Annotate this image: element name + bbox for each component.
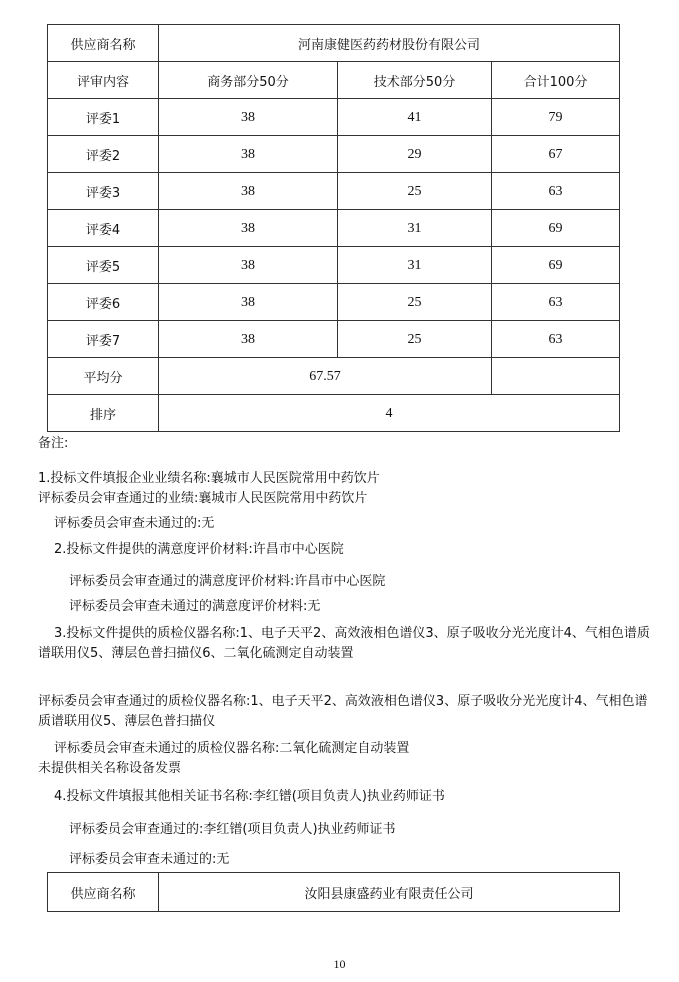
supplier-row xyxy=(48,25,620,62)
supplier-label: 供应商名称 xyxy=(48,25,159,62)
technical-score: 31 xyxy=(338,210,492,247)
judge-name: 评委3 xyxy=(48,173,159,210)
next-supplier-name: 汝阳县康盛药业有限责任公司 xyxy=(159,873,620,912)
note-3-invoice: 未提供相关名称设备发票 xyxy=(38,761,182,776)
note-1-approved: 评标委员会审查通过的业绩:襄城市人民医院常用中药饮片 xyxy=(38,491,368,506)
note-1-submitted: 1.投标文件填报企业业绩名称:襄城市人民医院常用中药饮片 xyxy=(38,471,380,486)
note-3-approved: 评标委员会审查通过的质检仪器名称:1、电子天平2、高效液相色谱仪3、原子吸收分光光度计4、气相色谱质谱联用仪5、薄层色普扫描仪 xyxy=(38,694,648,729)
technical-score: 31 xyxy=(338,247,492,284)
average-row xyxy=(48,358,620,395)
note-3-rejected: 评标委员会审查未通过的质检仪器名称:二氧化硫测定自动装置 xyxy=(54,741,410,756)
next-supplier-table xyxy=(47,872,620,912)
business-score: 38 xyxy=(159,173,338,210)
note-4-rejected: 评标委员会审查未通过的:无 xyxy=(69,852,230,867)
technical-score: 25 xyxy=(338,173,492,210)
judge-name: 评委5 xyxy=(48,247,159,284)
next-supplier-row xyxy=(48,873,620,912)
supplier-name: 河南康健医药药材股份有限公司 xyxy=(159,25,620,62)
total-score: 63 xyxy=(492,284,620,321)
technical-score: 41 xyxy=(338,99,492,136)
page-number: 10 xyxy=(333,957,346,971)
note-3-submitted: 3.投标文件提供的质检仪器名称:1、电子天平2、高效液相色谱仪3、原子吸收分光光度计4、气相色谱质谱联用仪5、薄层色普扫描仪6、二氧化硫测定自动装置 xyxy=(38,626,650,661)
total-score: 69 xyxy=(492,210,620,247)
note-2-submitted: 2.投标文件提供的满意度评价材料:许昌市中心医院 xyxy=(54,542,344,557)
next-supplier-label: 供应商名称 xyxy=(48,873,159,912)
total-score: 63 xyxy=(492,173,620,210)
judge-name: 评委1 xyxy=(48,99,159,136)
technical-score: 29 xyxy=(338,136,492,173)
table-row xyxy=(48,284,620,321)
judge-name: 评委4 xyxy=(48,210,159,247)
business-score: 38 xyxy=(159,210,338,247)
notes-heading: 备注: xyxy=(38,436,69,451)
judge-name: 评委2 xyxy=(48,136,159,173)
col-technical-header: 技术部分50分 xyxy=(338,62,492,99)
note-2-approved: 评标委员会审查通过的满意度评价材料:许昌市中心医院 xyxy=(69,574,386,589)
note-2-rejected: 评标委员会审查未通过的满意度评价材料:无 xyxy=(69,599,321,614)
average-value: 67.57 xyxy=(159,358,492,395)
total-score: 63 xyxy=(492,321,620,358)
business-score: 38 xyxy=(159,284,338,321)
table-row xyxy=(48,210,620,247)
col-business-header: 商务部分50分 xyxy=(159,62,338,99)
note-4-submitted: 4.投标文件填报其他相关证书名称:李红镨(项目负责人)执业药师证书 xyxy=(54,789,445,804)
business-score: 38 xyxy=(159,321,338,358)
rank-row xyxy=(48,395,620,432)
table-row xyxy=(48,99,620,136)
judge-name: 评委7 xyxy=(48,321,159,358)
table-row xyxy=(48,321,620,358)
judge-name: 评委6 xyxy=(48,284,159,321)
content-label: 评审内容 xyxy=(48,62,159,99)
business-score: 38 xyxy=(159,247,338,284)
average-label: 平均分 xyxy=(48,358,159,395)
technical-score: 25 xyxy=(338,321,492,358)
table-row xyxy=(48,136,620,173)
rank-label: 排序 xyxy=(48,395,159,432)
total-score: 69 xyxy=(492,247,620,284)
header-row xyxy=(48,62,620,99)
total-score: 67 xyxy=(492,136,620,173)
business-score: 38 xyxy=(159,136,338,173)
note-4-approved: 评标委员会审查通过的:李红镨(项目负责人)执业药师证书 xyxy=(69,822,396,837)
total-score: 79 xyxy=(492,99,620,136)
business-score: 38 xyxy=(159,99,338,136)
average-empty-cell xyxy=(492,358,620,395)
table-row xyxy=(48,173,620,210)
rank-value: 4 xyxy=(159,395,620,432)
note-1-rejected: 评标委员会审查未通过的:无 xyxy=(54,516,215,531)
table-row xyxy=(48,247,620,284)
technical-score: 25 xyxy=(338,284,492,321)
score-table xyxy=(47,24,620,432)
col-total-header: 合计100分 xyxy=(492,62,620,99)
